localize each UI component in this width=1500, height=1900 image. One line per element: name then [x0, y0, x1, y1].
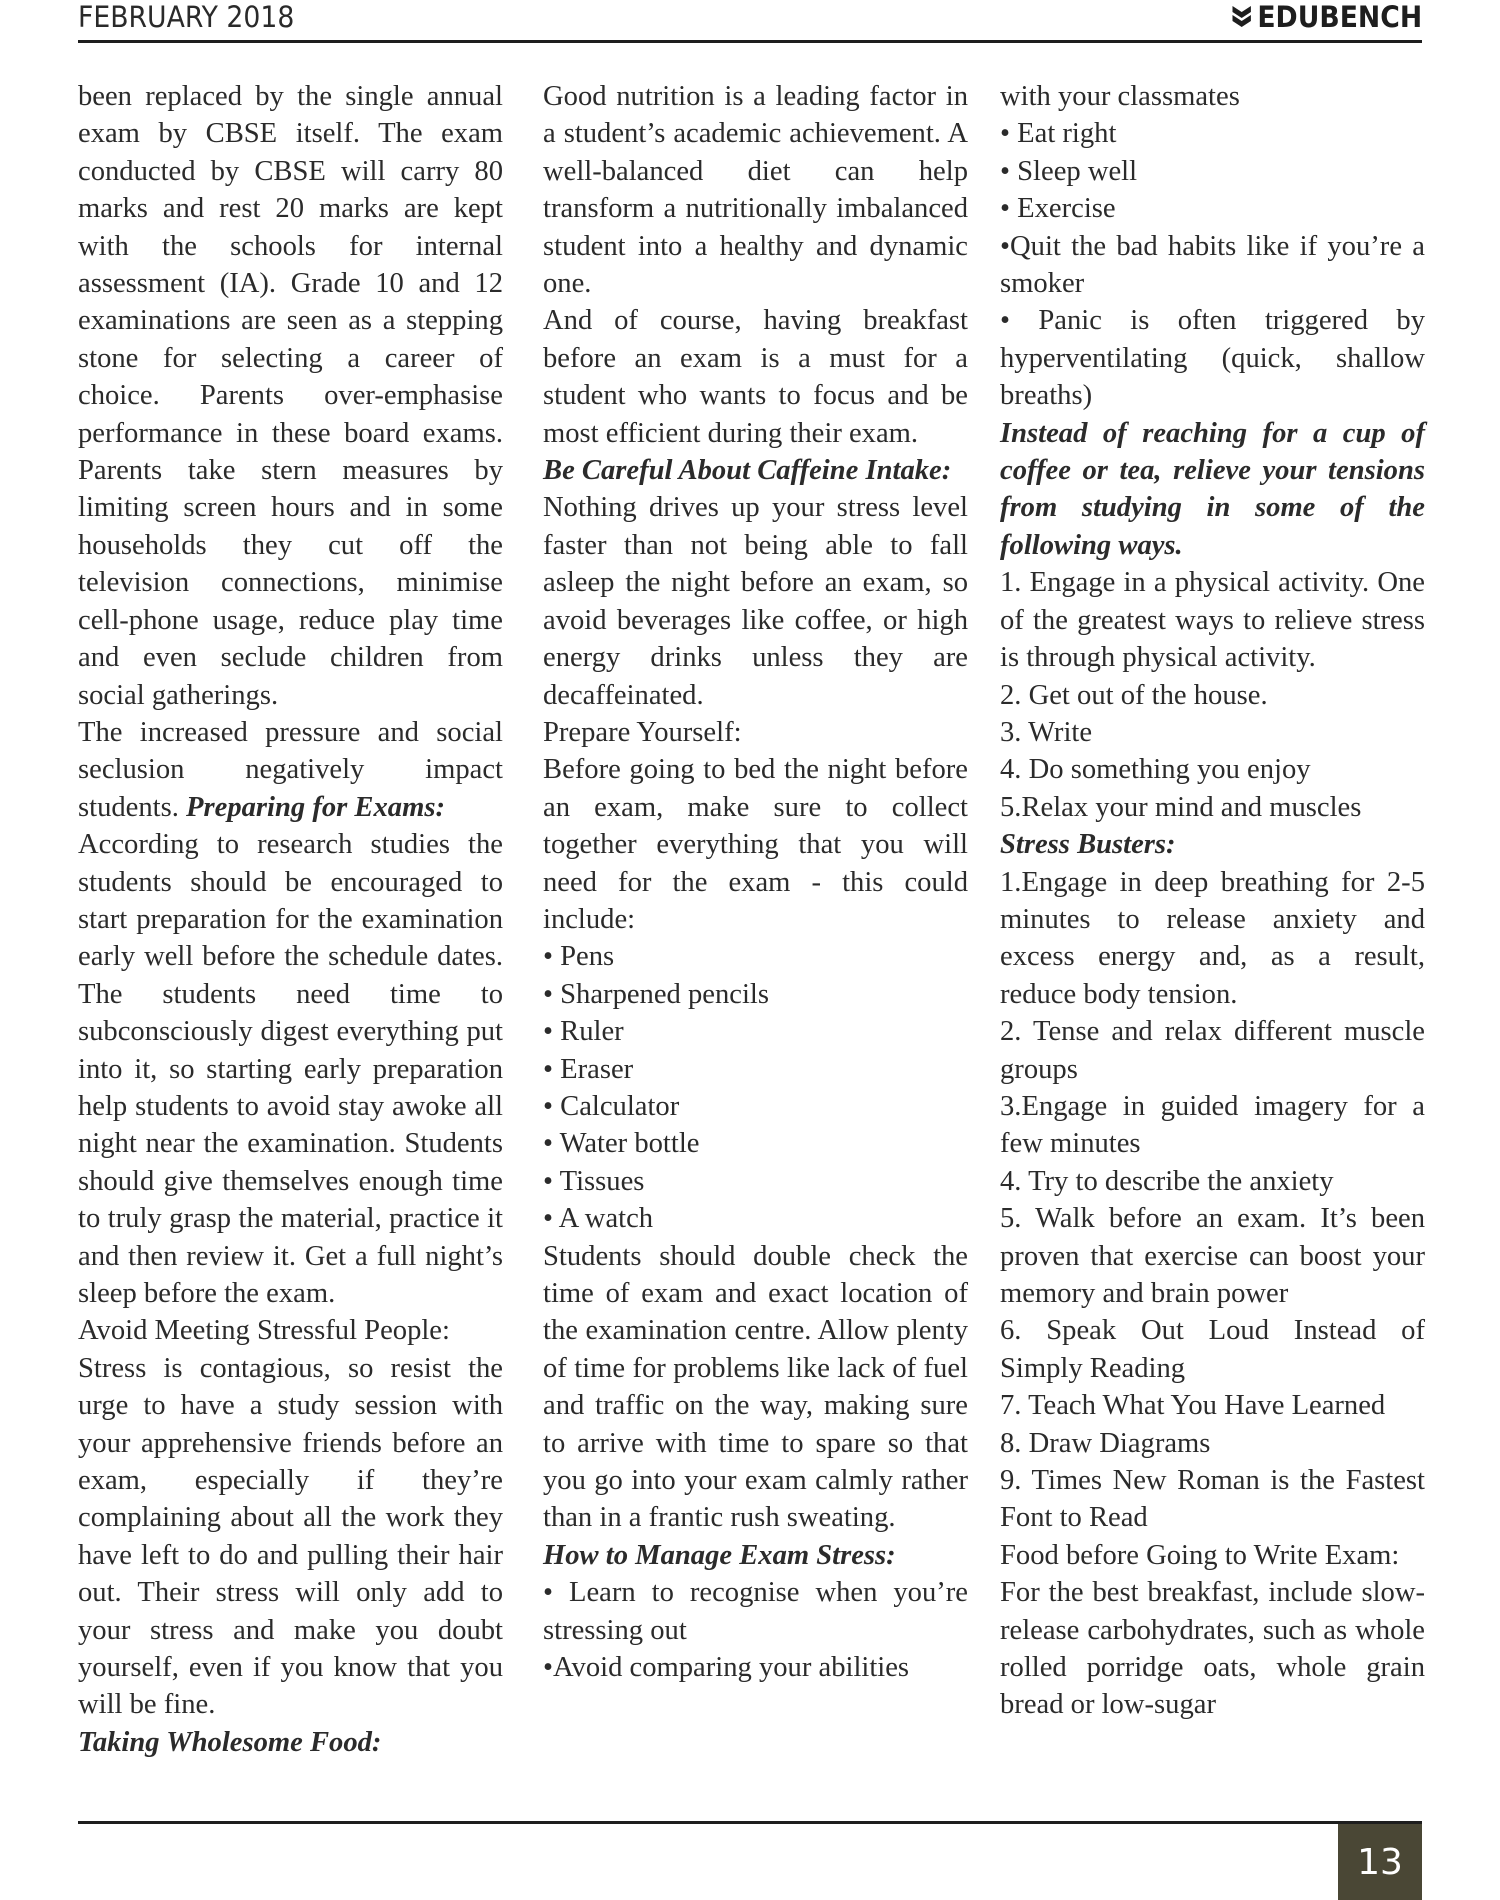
subheading: Prepare Yourself: — [543, 716, 742, 748]
article-column-3 — [1000, 78, 1425, 1724]
paragraph: And of course, having breakfast before an exam is a must for a student who wants to focus and be most efficient during their exam. — [543, 305, 968, 449]
list-item: •Avoid comparing your abilities — [543, 1652, 910, 1684]
list-item: 1. Engage in a physical activity. One of the greatest ways to relieve stress is through physical activity. — [1000, 567, 1425, 674]
list-item: • A watch — [543, 1203, 654, 1235]
paragraph: Good nutrition is a leading factor in a student’s academic achievement. A well-balanced diet can help transform a nutritionally imbalanced student into a healthy and dynamic one. — [543, 81, 968, 300]
list-item: •Quit the bad habits like if you’re a smoker — [1000, 230, 1425, 300]
list-item: 2. Tense and relax different muscle groups — [1000, 1016, 1425, 1085]
list-item: 2. Get out of the house. — [1000, 679, 1268, 711]
list-item: • Eraser — [543, 1053, 634, 1085]
paragraph: For the best breakfast, include slow-release carbohydrates, such as whole rolled porridge oats, whole grain bread or low-sugar — [1000, 1577, 1425, 1721]
section-heading: Be Careful About Caffeine Intake: — [543, 455, 952, 487]
list-item: 4. Do something you enjoy — [1000, 754, 1311, 786]
list-item: • Sleep well — [1000, 155, 1138, 187]
list-item: • Exercise — [1000, 193, 1116, 225]
list-item: 5.Relax your mind and muscles — [1000, 791, 1362, 823]
list-item: • Calculator — [543, 1090, 680, 1122]
list-item: 4. Try to describe the anxiety — [1000, 1165, 1334, 1197]
page-number: 13 — [1338, 1824, 1422, 1900]
article-column-2 — [543, 78, 968, 1686]
list-item: 9. Times New Roman is the Fastest Font to Read — [1000, 1465, 1425, 1534]
list-item: 3. Write — [1000, 716, 1093, 748]
list-item: • Learn to recognise when you’re stressing out — [543, 1577, 968, 1646]
footer-rule — [78, 1821, 1422, 1824]
paragraph: The increased pressure and social seclusion negatively impact students. Preparing for Exams: — [78, 716, 503, 823]
paragraph: with your classmates — [1000, 81, 1240, 112]
list-item: • Eat right — [1000, 118, 1117, 150]
page-header — [78, 0, 1422, 43]
brand-logo-icon — [1231, 5, 1251, 29]
list-item: 5. Walk before an exam. It’s been proven that exercise can boost your memory and brain power — [1000, 1203, 1425, 1309]
paragraph: Before going to bed the night before an exam, make sure to collect together everything that you will need for the exam - this could include: — [543, 754, 968, 935]
issue-date: FEBRUARY 2018 — [78, 0, 295, 34]
subheading: Avoid Meeting Stressful People: — [78, 1315, 450, 1347]
brand — [1231, 0, 1422, 34]
list-item: • Tissues — [543, 1165, 645, 1197]
paragraph: been replaced by the single annual exam by CBSE itself. The exam conducted by CBSE will carry 80 marks and rest 20 marks are kept with the schools for internal assessment (IA). Grade 10 and 12 examinations are seen as a stepping stone for selecting a career of choice. Parents over-emphasise performance in these board exams. Parents take stern measures by limiting screen hours and in some households they cut off the television connections, minimise cell-phone usage, reduce play time and even seclude children from social gatherings. — [78, 81, 503, 711]
list-item: 8. Draw Diagrams — [1000, 1427, 1211, 1459]
list-item: 3.Engage in guided imagery for a few minutes — [1000, 1090, 1425, 1160]
section-heading: Stress Busters: — [1000, 829, 1176, 861]
article-column-1 — [78, 78, 503, 1761]
list-item: • Water bottle — [543, 1128, 700, 1160]
brand-name: EDUBENCH — [1257, 0, 1422, 34]
list-item: • Pens — [543, 941, 615, 973]
section-heading: How to Manage Exam Stress: — [543, 1539, 896, 1571]
paragraph: Students should double check the time of exam and exact location of the examination centre. Allow plenty of time for problems like lack of fuel and traffic on the way, making sure to arrive with time to spare so that you go into your exam calmly rather than in a frantic rush sweating. — [543, 1240, 968, 1534]
section-heading: Taking Wholesome Food: — [78, 1726, 382, 1758]
section-heading: Instead of reaching for a cup of coffee or tea, relieve your tensions from studying in some of the following ways. — [1000, 417, 1425, 561]
list-item: 7. Teach What You Have Learned — [1000, 1390, 1386, 1422]
paragraph: Nothing drives up your stress level faster than not being able to fall asleep the night before an exam, so avoid beverages like coffee, or high energy drinks unless they are decaffeinated. — [543, 492, 968, 711]
list-item: • Sharpened pencils — [543, 978, 769, 1010]
list-item: 6. Speak Out Loud Instead of Simply Reading — [1000, 1315, 1425, 1384]
list-item: • Ruler — [543, 1016, 624, 1048]
paragraph: According to research studies the students should be encouraged to start preparation for the examination early well before the schedule dates. The students need time to subconsciously digest everything put into it, so starting early preparation help students to avoid stay awoke all night near the examination. Students should give themselves enough time to truly grasp the material, practice it and then review it. Get a full night’s sleep before the exam. — [78, 829, 503, 1309]
section-heading: Preparing for Exams: — [186, 791, 445, 823]
list-item: 1.Engage in deep breathing for 2-5 minutes to release anxiety and excess energy and, as a result, reduce body tension. — [1000, 866, 1425, 1010]
list-item: • Panic is often triggered by hyperventilating (quick, shallow breaths) — [1000, 305, 1425, 412]
paragraph: Stress is contagious, so resist the urge to have a study session with your apprehensive friends before an exam, especially if they’re complaining about all the work they have left to do and pulling their hair out. Their stress will only add to your stress and make you doubt yourself, even if you know that you will be fine. — [78, 1352, 503, 1721]
subheading: Food before Going to Write Exam: — [1000, 1539, 1400, 1571]
